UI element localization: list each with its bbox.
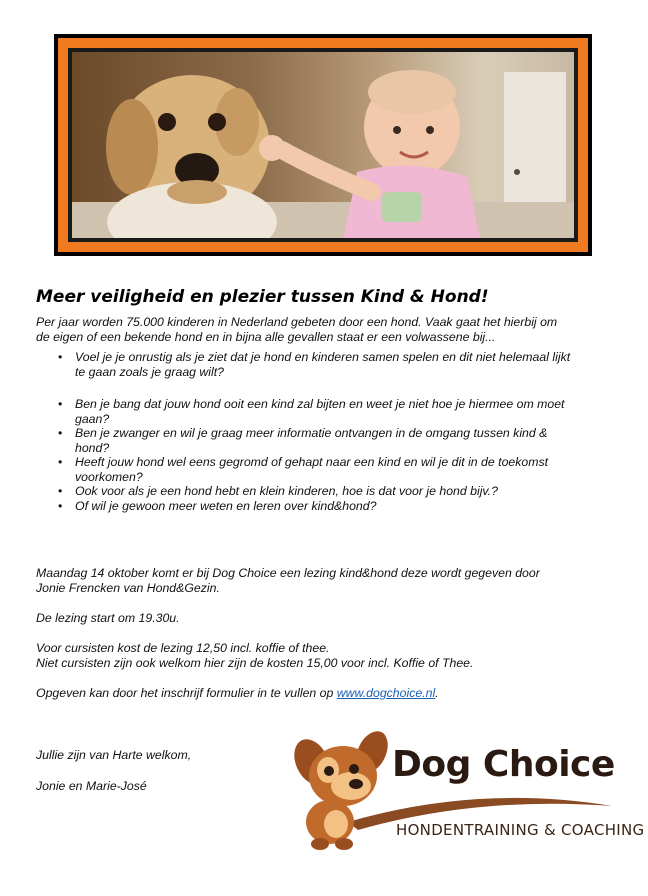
list-item [58, 397, 618, 426]
start-time: De lezing start om 19.30u. [36, 611, 180, 625]
welcome-text: Jullie zijn van Harte welkom, [36, 748, 192, 762]
list-item [58, 455, 618, 484]
signature-names: Jonie en Marie-José [36, 779, 147, 793]
list-item [58, 499, 618, 514]
frame-orange-border [58, 38, 588, 252]
intro-line-2: de eigen of een bekende hond en in bijna alle gevallen staat er een volwassene bij... [36, 330, 496, 344]
event-line-2: Jonie Frencken van Hond&Gezin. [36, 581, 220, 595]
list-item-line: te gaan zoals je graag wilt? [75, 364, 225, 379]
list-item [58, 426, 618, 455]
list-item-line: • Voel je je onrustig als je ziet dat je hond en kinderen samen spelen en dit niet helemaal lijkt [75, 350, 571, 364]
list-item-line: • Ook voor als je een hond hebt en klein kinderen, hoe is dat voor je hond bijv.? [75, 484, 498, 498]
photo-illustration [72, 52, 574, 238]
list-item-line: gaan? [75, 411, 110, 426]
dog-and-baby-photo [72, 52, 574, 238]
logo-title: Dog Choice [392, 744, 615, 785]
signup-text [36, 686, 439, 701]
dog-choice-logo [288, 724, 645, 854]
intro-line-1: Per jaar worden 75.000 kinderen in Nederland gebeten door een hond. Vaak gaat het hierbij om [36, 315, 558, 329]
list-item-line: voorkomen? [75, 469, 143, 484]
event-line-1: Maandag 14 oktober komt er bij Dog Choice een lezing kind&hond deze wordt gegeven door [36, 566, 540, 580]
price-non-members: Niet cursisten zijn ook welkom hier zijn de kosten 15,00 voor incl. Koffie of Thee. [36, 656, 474, 670]
signup-prefix: Opgeven kan door het inschrijf formulier in te vullen op [36, 686, 337, 700]
list-item [58, 350, 618, 379]
signup-suffix: . [435, 686, 439, 700]
list-item [58, 484, 618, 499]
header-image-frame [54, 34, 592, 256]
list-item-line: • Ben je bang dat jouw hond ooit een kind zal bijten en weet je niet hoe je hiermee om moet [75, 397, 565, 411]
logo-subtitle: HONDENTRAINING & COACHING [396, 821, 645, 839]
frame-inner-border [68, 48, 578, 242]
list-item-line: hond? [75, 440, 110, 455]
list-item-line: • Heeft jouw hond wel eens gegromd of gehapt naar een kind en wil je dit in de toekomst [75, 455, 549, 469]
question-list [58, 350, 618, 513]
list-item-line: • Ben je zwanger en wil je graag meer informatie ontvangen in de omgang tussen kind & [75, 426, 548, 440]
list-item-line: • Of wil je gewoon meer weten en leren over kind&hond? [75, 498, 377, 513]
price-members: Voor cursisten kost de lezing 12,50 incl. koffie of thee. [36, 641, 330, 655]
website-link[interactable]: www.dogchoice.nl [336, 686, 436, 700]
page-title: Meer veiligheid en plezier tussen Kind & Hond! [36, 287, 489, 307]
